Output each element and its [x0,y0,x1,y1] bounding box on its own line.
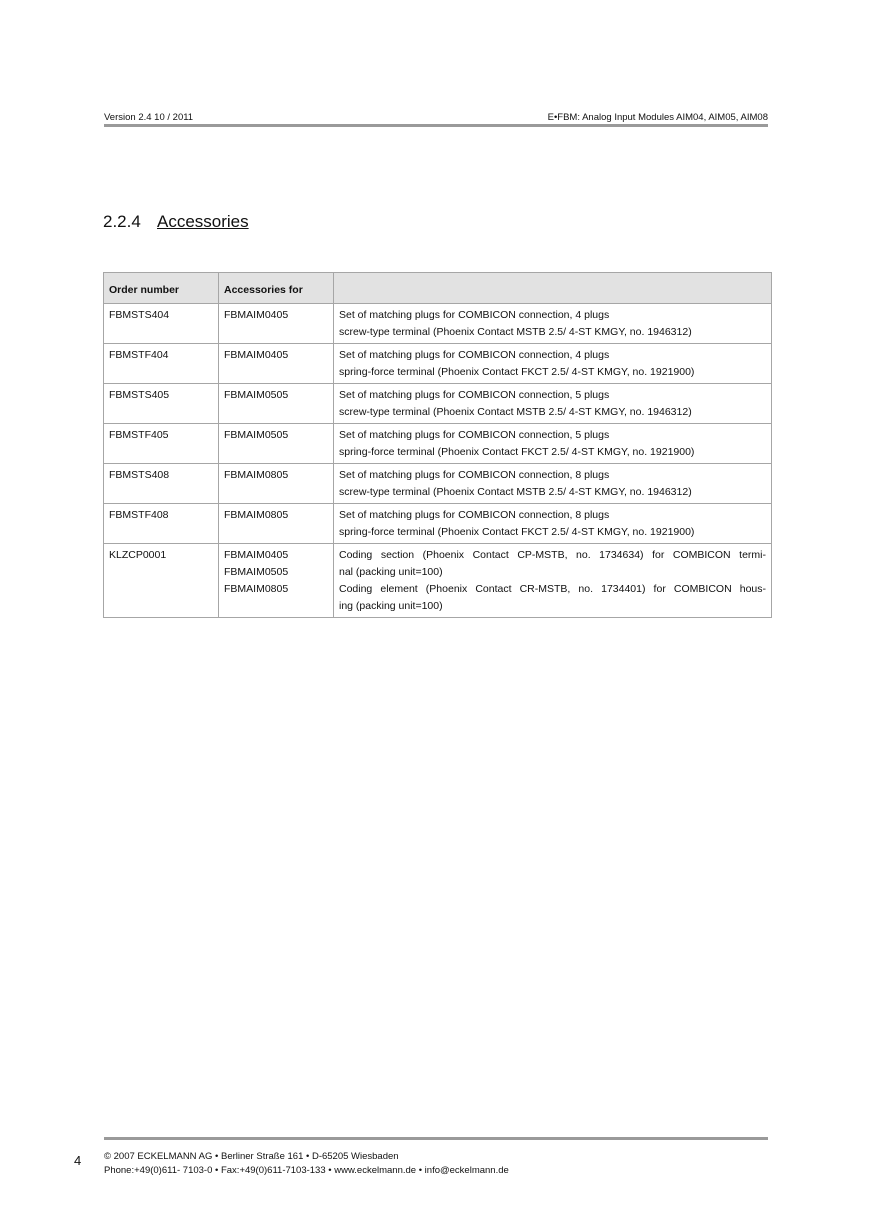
section-number: 2.2.4 [103,212,141,231]
accessories-for-item: FBMAIM0405 [224,549,289,561]
footer-phone-web: Phone:+49(0)611- 7103-0 • Fax:+49(0)611-7103-133 • www.eckelmann.de • info@eckelmann.de [104,1165,509,1176]
footer-rule [104,1137,768,1140]
accessories-for-item: FBMAIM0805 [224,509,289,521]
accessories-for-cell [219,504,334,544]
order-number-cell: FBMSTS404 [104,304,219,344]
description-line: Set of matching plugs for COMBICON connection, 4 plugs [339,309,610,321]
accessories-for-item: FBMAIM0805 [224,469,289,481]
description-line: spring-force terminal (Phoenix Contact FKCT 2.5/ 4-ST KMGY, no. 1921900) [339,366,695,378]
description-cell [334,504,772,544]
page-header [104,112,768,124]
header-version: Version 2.4 10 / 2011 [104,112,194,123]
column-header-accessories-for: Accessories for [219,273,334,304]
description-cell [334,304,772,344]
accessories-for-cell [219,344,334,384]
description-line: Coding section (Phoenix Contact CP-MSTB, no. 1734634) for COMBICON termi- [339,549,766,561]
description-line: Set of matching plugs for COMBICON connection, 5 plugs [339,389,610,401]
table-row [104,504,772,544]
table-row [104,344,772,384]
header-document-title: E•FBM: Analog Input Modules AIM04, AIM05, AIM08 [547,112,768,123]
accessories-for-cell [219,464,334,504]
accessories-for-cell [219,544,334,618]
description-cell [334,424,772,464]
description-line: Coding element (Phoenix Contact CR-MSTB, no. 1734401) for COMBICON hous- [339,583,766,595]
description-line: screw-type terminal (Phoenix Contact MSTB 2.5/ 4-ST KMGY, no. 1946312) [339,406,692,418]
table-row [104,464,772,504]
accessories-for-cell [219,424,334,464]
section-heading [103,212,249,232]
accessories-for-item: FBMAIM0405 [224,349,289,361]
page-number: 4 [74,1153,82,1168]
description-line: nal (packing unit=100) [339,566,443,578]
accessories-for-cell [219,304,334,344]
order-number-cell: KLZCP0001 [104,544,219,618]
description-cell [334,464,772,504]
description-line: ing (packing unit=100) [339,600,443,612]
order-number-cell: FBMSTF408 [104,504,219,544]
column-header-order-number: Order number [104,273,219,304]
description-line: Set of matching plugs for COMBICON connection, 8 plugs [339,469,610,481]
table-row [104,544,772,618]
footer-address: © 2007 ECKELMANN AG • Berliner Straße 161 • D-65205 Wiesbaden [104,1151,399,1162]
description-cell [334,544,772,618]
footer-contact [104,1150,509,1178]
accessories-for-item: FBMAIM0505 [224,566,289,578]
header-rule [104,124,768,127]
order-number-cell: FBMSTF405 [104,424,219,464]
accessories-for-item: FBMAIM0505 [224,429,289,441]
table-row [104,424,772,464]
accessories-for-item: FBMAIM0405 [224,309,289,321]
accessories-for-item: FBMAIM0805 [224,583,289,595]
order-number-cell: FBMSTF404 [104,344,219,384]
order-number-cell: FBMSTS408 [104,464,219,504]
description-line: screw-type terminal (Phoenix Contact MSTB 2.5/ 4-ST KMGY, no. 1946312) [339,326,692,338]
description-line: spring-force terminal (Phoenix Contact FKCT 2.5/ 4-ST KMGY, no. 1921900) [339,446,695,458]
accessories-for-cell [219,384,334,424]
description-line: spring-force terminal (Phoenix Contact FKCT 2.5/ 4-ST KMGY, no. 1921900) [339,526,695,538]
description-line: screw-type terminal (Phoenix Contact MSTB 2.5/ 4-ST KMGY, no. 1946312) [339,486,692,498]
description-line: Set of matching plugs for COMBICON connection, 8 plugs [339,509,610,521]
column-header-description [334,273,772,304]
description-line: Set of matching plugs for COMBICON connection, 4 plugs [339,349,610,361]
order-number-cell: FBMSTS405 [104,384,219,424]
description-cell [334,344,772,384]
table-header-row [104,273,772,304]
description-line: Set of matching plugs for COMBICON connection, 5 plugs [339,429,610,441]
section-title: Accessories [157,212,249,231]
accessories-for-item: FBMAIM0505 [224,389,289,401]
table-row [104,304,772,344]
accessories-table [103,272,772,618]
description-cell [334,384,772,424]
table-row [104,384,772,424]
